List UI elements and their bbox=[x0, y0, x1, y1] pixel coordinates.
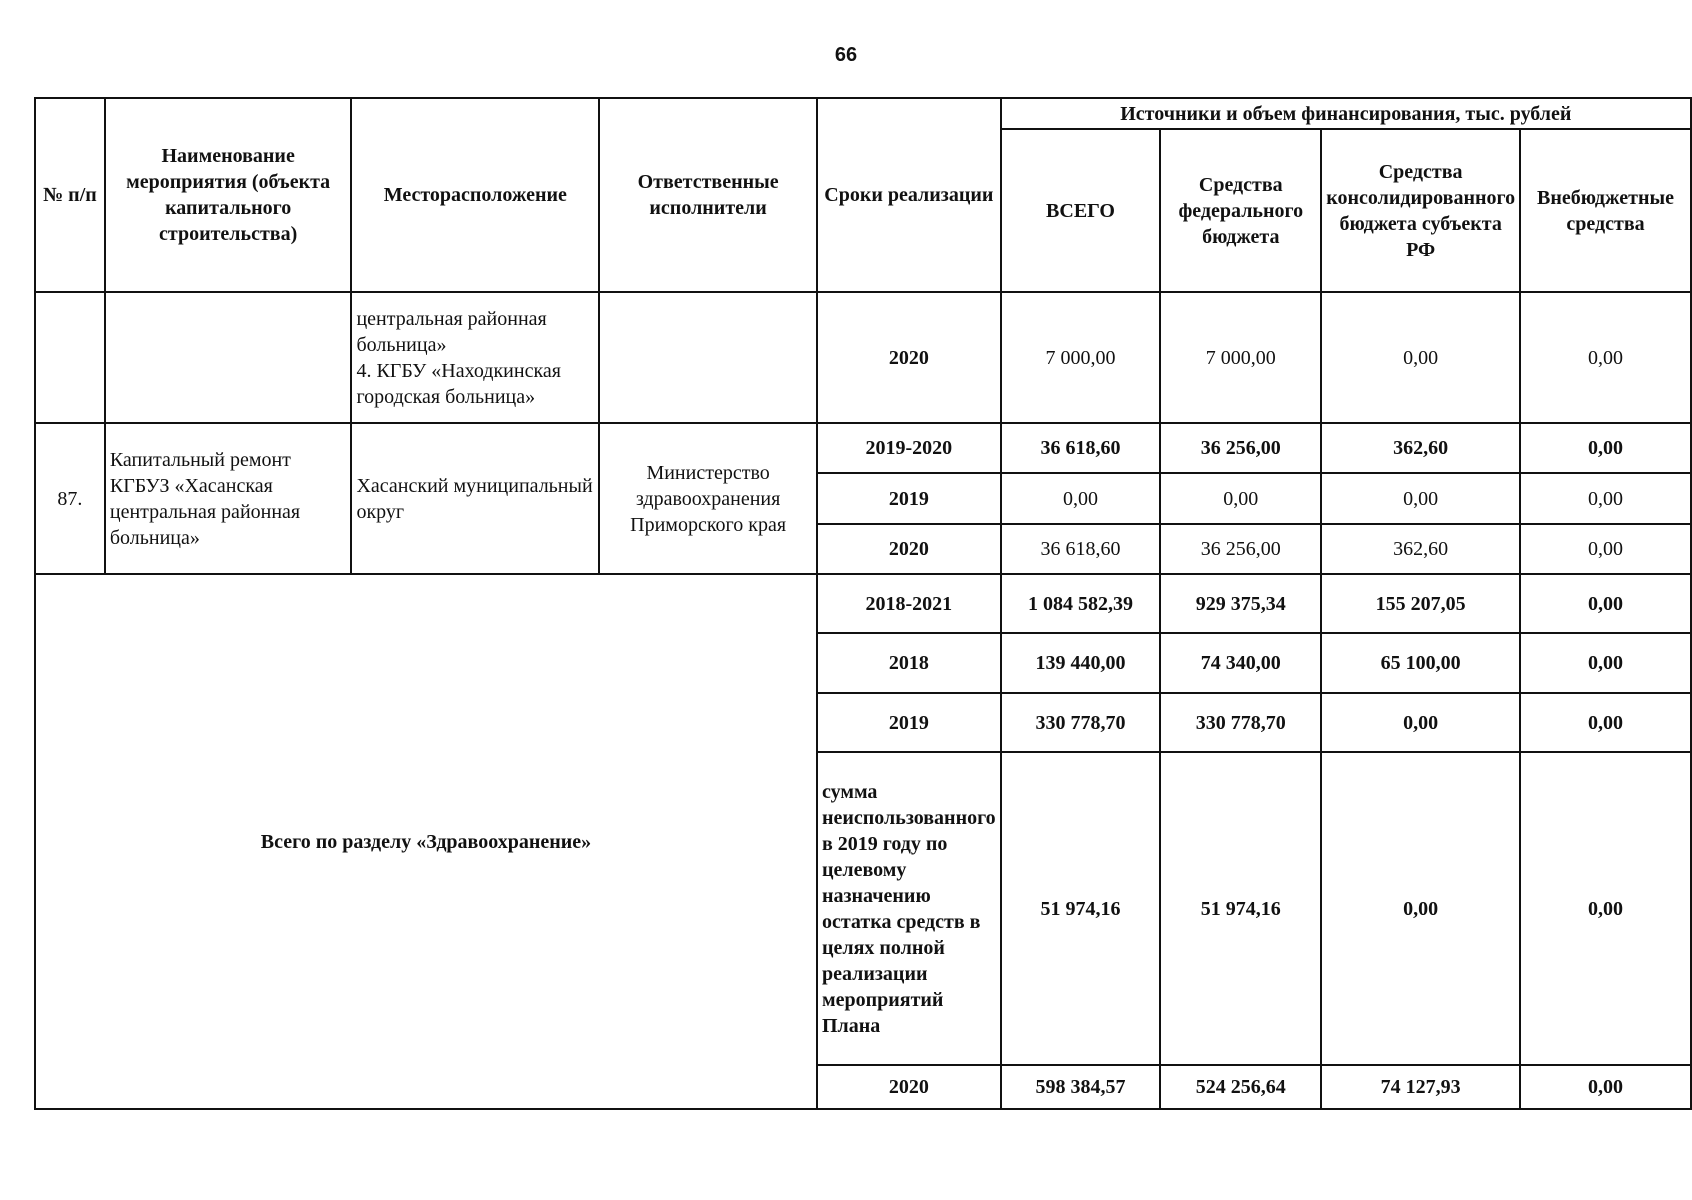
cell-extrabudget: 0,00 bbox=[1520, 752, 1691, 1065]
cell-total: 1 084 582,39 bbox=[1001, 574, 1161, 633]
cell-num bbox=[35, 292, 105, 423]
cell-total: 330 778,70 bbox=[1001, 693, 1161, 752]
section-total-label: Всего по разделу «Здравоохранение» bbox=[35, 574, 817, 1109]
cell-extrabudget: 0,00 bbox=[1520, 574, 1691, 633]
cell-term: 2019 bbox=[817, 473, 1001, 524]
cell-extrabudget: 0,00 bbox=[1520, 473, 1691, 524]
cell-total: 139 440,00 bbox=[1001, 633, 1161, 693]
header-consolidated: Средства консолидированного бюджета субъекта РФ bbox=[1321, 129, 1520, 292]
cell-consolidated: 74 127,93 bbox=[1321, 1065, 1520, 1109]
total-row-1 bbox=[35, 574, 1691, 633]
cell-total: 51 974,16 bbox=[1001, 752, 1161, 1065]
cell-term: 2018-2021 bbox=[817, 574, 1001, 633]
header-total: ВСЕГО bbox=[1001, 129, 1161, 292]
cell-total: 0,00 bbox=[1001, 473, 1161, 524]
cell-federal: 36 256,00 bbox=[1160, 524, 1321, 574]
cell-federal: 0,00 bbox=[1160, 473, 1321, 524]
cell-extrabudget: 0,00 bbox=[1520, 693, 1691, 752]
cell-federal: 524 256,64 bbox=[1160, 1065, 1321, 1109]
header-location: Месторасположение bbox=[351, 98, 599, 292]
table-row-continuation bbox=[35, 292, 1691, 423]
cell-consolidated: 0,00 bbox=[1321, 752, 1520, 1065]
cell-federal: 36 256,00 bbox=[1160, 423, 1321, 473]
cell-consolidated: 362,60 bbox=[1321, 524, 1520, 574]
cell-consolidated: 0,00 bbox=[1321, 693, 1520, 752]
cell-term: 2020 bbox=[817, 1065, 1001, 1109]
header-responsible: Ответственные исполнители bbox=[599, 98, 817, 292]
cell-term: 2020 bbox=[817, 292, 1001, 423]
cell-term: 2019-2020 bbox=[817, 423, 1001, 473]
cell-extrabudget: 0,00 bbox=[1520, 292, 1691, 423]
table-row-87-line-1 bbox=[35, 423, 1691, 473]
cell-extrabudget: 0,00 bbox=[1520, 633, 1691, 693]
cell-total: 36 618,60 bbox=[1001, 524, 1161, 574]
location-line-2: 4. КГБУ «Находкинская городская больница» bbox=[356, 359, 561, 408]
cell-extrabudget: 0,00 bbox=[1520, 1065, 1691, 1109]
location-line-1: центральная районная больница» bbox=[356, 307, 547, 356]
cell-federal: 51 974,16 bbox=[1160, 752, 1321, 1065]
header-row-1 bbox=[35, 98, 1691, 129]
cell-consolidated: 155 207,05 bbox=[1321, 574, 1520, 633]
cell-name: Капитальный ремонт КГБУЗ «Хасанская центральная районная больница» bbox=[105, 423, 352, 574]
cell-term: 2019 bbox=[817, 693, 1001, 752]
cell-consolidated: 65 100,00 bbox=[1321, 633, 1520, 693]
cell-consolidated: 0,00 bbox=[1321, 292, 1520, 423]
header-federal: Средства федерального бюджета bbox=[1160, 129, 1321, 292]
cell-term-note: сумма неиспользованного в 2019 году по целевому назначению остатка средств в целях полной реализации мероприятий Плана bbox=[817, 752, 1001, 1065]
cell-extrabudget: 0,00 bbox=[1520, 423, 1691, 473]
header-terms: Сроки реализации bbox=[817, 98, 1001, 292]
cell-total: 7 000,00 bbox=[1001, 292, 1161, 423]
cell-federal: 330 778,70 bbox=[1160, 693, 1321, 752]
cell-term: 2018 bbox=[817, 633, 1001, 693]
cell-responsible: Министерство здравоохранения Приморского края bbox=[599, 423, 817, 574]
header-sources-title: Источники и объем финансирования, тыс. рублей bbox=[1001, 98, 1691, 129]
cell-federal: 74 340,00 bbox=[1160, 633, 1321, 693]
cell-extrabudget: 0,00 bbox=[1520, 524, 1691, 574]
cell-location: Хасанский муниципальный округ bbox=[351, 423, 599, 574]
cell-federal: 7 000,00 bbox=[1160, 292, 1321, 423]
cell-total: 598 384,57 bbox=[1001, 1065, 1161, 1109]
cell-consolidated: 362,60 bbox=[1321, 423, 1520, 473]
cell-consolidated: 0,00 bbox=[1321, 473, 1520, 524]
header-extrabudget: Внебюджетные средства bbox=[1520, 129, 1691, 292]
cell-responsible bbox=[599, 292, 817, 423]
header-num: № п/п bbox=[35, 98, 105, 292]
cell-location bbox=[351, 292, 599, 423]
cell-num: 87. bbox=[35, 423, 105, 574]
header-name: Наименование мероприятия (объекта капитального строительства) bbox=[105, 98, 352, 292]
cell-term: 2020 bbox=[817, 524, 1001, 574]
cell-total: 36 618,60 bbox=[1001, 423, 1161, 473]
financing-table bbox=[34, 97, 1692, 1110]
cell-federal: 929 375,34 bbox=[1160, 574, 1321, 633]
page-number: 66 bbox=[834, 44, 858, 66]
cell-name bbox=[105, 292, 352, 423]
